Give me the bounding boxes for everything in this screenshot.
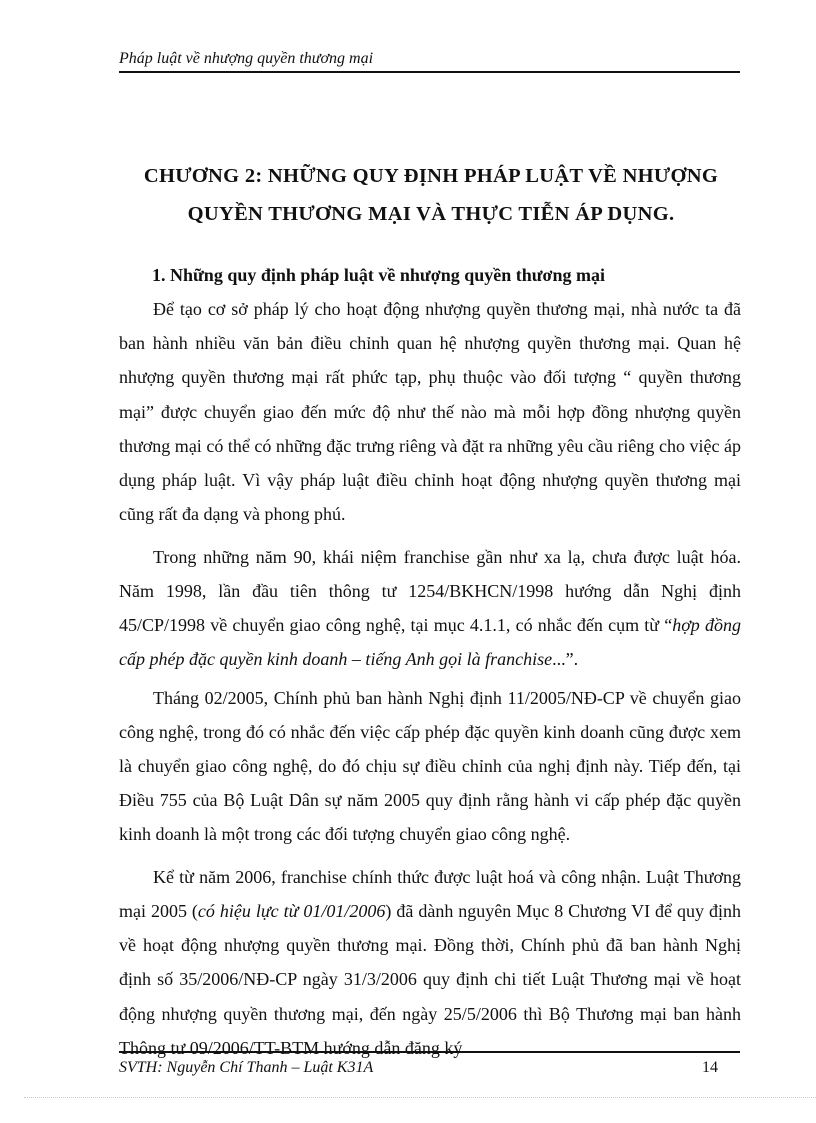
section-heading: 1. Những quy định pháp luật về nhượng quyền thương mại	[152, 265, 606, 285]
header-rule	[119, 71, 740, 73]
paragraph-4	[119, 860, 741, 1065]
page-number: 14	[702, 1059, 718, 1076]
chapter-title-line-1: CHƯƠNG 2: NHỮNG QUY ĐỊNH PHÁP LUẬT VỀ NHƯỢNG	[143, 165, 719, 187]
paragraph-1: Để tạo cơ sở pháp lý cho hoạt động nhượng quyền thương mại, nhà nước ta đã ban hành nhiều văn bản điều chỉnh quan hệ nhượng quyền thương mại. Quan hệ nhượng quyền thương mại rất phức tạp, phụ thuộc vào đối tượng “ quyền thương mại” được chuyển giao đến mức độ như thế nào mà mỗi hợp đồng nhượng quyền thương mại có thể có những đặc trưng riêng và đặt ra những yêu cầu riêng cho việc áp dụng pháp luật. Vì vậy pháp luật điều chỉnh hoạt động nhượng quyền thương mại cũng rất đa dạng và phong phú.	[119, 299, 741, 525]
footer-rule	[119, 1051, 740, 1053]
paragraph-4-italic: có hiệu lực từ 01/01/2006	[197, 901, 386, 922]
footer-author: SVTH: Nguyễn Chí Thanh – Luật K31A	[119, 1059, 374, 1076]
page-edge-divider	[24, 1097, 816, 1098]
paragraph-4-end: ) đã dành nguyên Mục 8 Chương VI để quy định về hoạt động nhượng quyền thương mại. Đồng thời, Chính phủ đã ban hành Nghị định số 35/2006/NĐ-CP ngày 31/3/2006 quy định chi tiết Luật Thương mại về hoạt động nhượng quyền thương mại, đến ngày 25/5/2006 thì Bộ Thương mại ban hành Thông tư 09/2006/TT-BTM hướng dẫn đăng ký	[119, 901, 741, 1058]
chapter-title-line-2: QUYỀN THƯƠNG MẠI VÀ THỰC TIỄN ÁP DỤNG.	[187, 203, 675, 225]
page-header	[119, 49, 739, 69]
header-title: Pháp luật về nhượng quyền thương mại	[119, 50, 374, 67]
paragraph-3: Tháng 02/2005, Chính phủ ban hành Nghị định 11/2005/NĐ-CP về chuyển giao công nghệ, trong đó có nhắc đến việc cấp phép đặc quyền kinh doanh cũng được xem là chuyển giao công nghệ, do đó chịu sự điều chỉnh của nghị định này. Tiếp đến, tại Điều 755 của Bộ Luật Dân sự năm 2005 quy định rằng hành vi cấp phép đặc quyền kinh doanh là một trong các đối tượng chuyển giao công nghệ.	[119, 687, 741, 845]
paragraph-4-text: Kể từ năm 2006, franchise chính thức được luật hoá và công nhận. Luật Thương mại 2005 (	[119, 866, 741, 922]
body-text	[119, 292, 741, 1073]
chapter-title	[119, 157, 743, 233]
paragraph-2-quote: hợp đồng cấp phép đặc quyền kinh doanh – tiếng Anh gọi là franchise	[119, 615, 741, 670]
paragraph-2-end: ...”.	[552, 649, 579, 670]
paragraph-2	[119, 540, 741, 677]
paragraph-2-text: Trong những năm 90, khái niệm franchise gần như xa lạ, chưa được luật hóa. Năm 1998, lần đầu tiên thông tư 1254/BKHCN/1998 hướng dẫn Nghị định 45/CP/1998 về chuyển giao công nghệ, tại mục 4.1.1, có nhắc đến cụm từ “	[119, 546, 741, 636]
